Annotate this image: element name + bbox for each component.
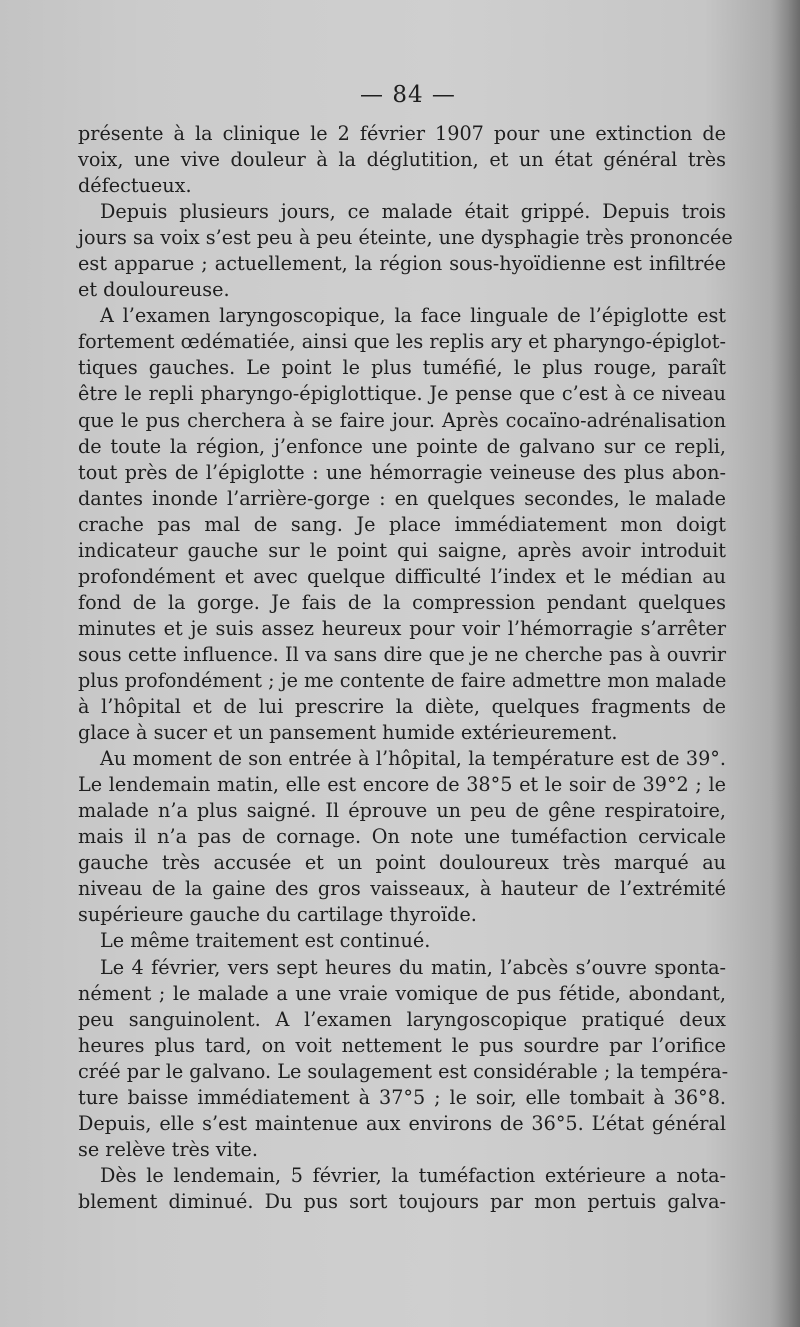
text-line: malade n’a plus saigné. Il éprouve un peu de gêne respiratoire, bbox=[78, 799, 726, 823]
text-line: crache pas mal de sang. Je place immédiatement mon doigt bbox=[78, 512, 726, 536]
text-line: gauche très accusée et un point douloureux très marqué au bbox=[78, 851, 726, 875]
text-line: et douloureuse. bbox=[78, 278, 230, 302]
text-line: supérieure gauche du cartilage thyroïde. bbox=[78, 903, 477, 927]
text-line: à l’hôpital et de lui prescrire la diète, quelques fragments de bbox=[78, 695, 726, 719]
text-line: présente à la clinique le 2 février 1907 pour une extinction de bbox=[78, 122, 726, 145]
text-line: de toute la région, j’enfonce une pointe de galvano sur ce repli, bbox=[78, 434, 726, 458]
text-line: Depuis, elle s’est maintenue aux environs de 36°5. L’état général bbox=[78, 1111, 726, 1135]
text-line: Le 4 février, vers sept heures du matin, l’abcès s’ouvre sponta- bbox=[100, 955, 726, 979]
page-number: — 84 — bbox=[360, 82, 456, 108]
text-line: voix, une vive douleur à la déglutition, et un état général très bbox=[78, 148, 726, 172]
text-line: tout près de l’épiglotte : une hémorragie veineuse des plus abon- bbox=[78, 460, 726, 484]
text-line: que le pus cherchera à se faire jour. Après cocaïno-adrénalisation bbox=[78, 408, 726, 432]
text-line: jours sa voix s’est peu à peu éteinte, une dysphagie très prononcée bbox=[78, 226, 733, 250]
text-line: ture baisse immédiatement à 37°5 ; le soir, elle tombait à 36°8. bbox=[78, 1085, 726, 1109]
page-edge-shadow bbox=[770, 0, 800, 1327]
text-line: heures plus tard, on voit nettement le pus sourdre par l’orifice bbox=[78, 1033, 726, 1057]
text-line: peu sanguinolent. A l’examen laryngoscopique pratiqué deux bbox=[78, 1007, 726, 1031]
text-line: Au moment de son entrée à l’hôpital, la température est de 39°. bbox=[100, 747, 726, 771]
text-line: être le repli pharyngo-épiglottique. Je pense que c’est à ce niveau bbox=[78, 382, 726, 406]
text-line: créé par le galvano. Le soulagement est considérable ; la tempéra- bbox=[78, 1059, 729, 1083]
text-line: fortement œdématiée, ainsi que les replis ary et pharyngo-épiglot- bbox=[78, 330, 726, 354]
text-line: mais il n’a pas de cornage. On note une tuméfaction cervicale bbox=[78, 825, 726, 849]
text-line: se relève très vite. bbox=[78, 1137, 258, 1161]
text-line: est apparue ; actuellement, la région sous-hyoïdienne est infiltrée bbox=[78, 252, 726, 276]
text-line: Dès le lendemain, 5 février, la tuméfaction extérieure a nota- bbox=[100, 1163, 726, 1187]
text-line: niveau de la gaine des gros vaisseaux, à hauteur de l’extrémité bbox=[78, 877, 726, 901]
text-line: Le même traitement est continué. bbox=[100, 929, 431, 953]
text-line: sous cette influence. Il va sans dire que je ne cherche pas à ouvrir bbox=[78, 642, 726, 666]
text-line: plus profondément ; je me contente de faire admettre mon malade bbox=[78, 668, 727, 692]
text-line: Le lendemain matin, elle est encore de 38°5 et le soir de 39°2 ; le bbox=[78, 773, 726, 797]
text-line: indicateur gauche sur le point qui saigne, après avoir introduit bbox=[78, 538, 726, 562]
text-line: minutes et je suis assez heureux pour voir l’hémorragie s’arrêter bbox=[78, 616, 726, 640]
text-line: défectueux. bbox=[78, 174, 192, 198]
text-line: tiques gauches. Le point le plus tuméfié, le plus rouge, paraît bbox=[78, 356, 726, 380]
body-text bbox=[78, 121, 733, 1215]
text-line: A l’examen laryngoscopique, la face linguale de l’épiglotte est bbox=[100, 304, 726, 328]
text-line: profondément et avec quelque difficulté l’index et le médian au bbox=[78, 564, 726, 588]
text-line: Depuis plusieurs jours, ce malade était grippé. Depuis trois bbox=[100, 200, 726, 224]
text-line: glace à sucer et un pansement humide extérieurement. bbox=[78, 721, 618, 745]
text-line: fond de la gorge. Je fais de la compression pendant quelques bbox=[78, 590, 726, 614]
text-line: blement diminué. Du pus sort toujours par mon pertuis galva- bbox=[78, 1189, 726, 1213]
text-line: dantes inonde l’arrière-gorge : en quelques secondes, le malade bbox=[78, 486, 726, 510]
text-line: nément ; le malade a une vraie vomique de pus fétide, abondant, bbox=[78, 981, 726, 1005]
